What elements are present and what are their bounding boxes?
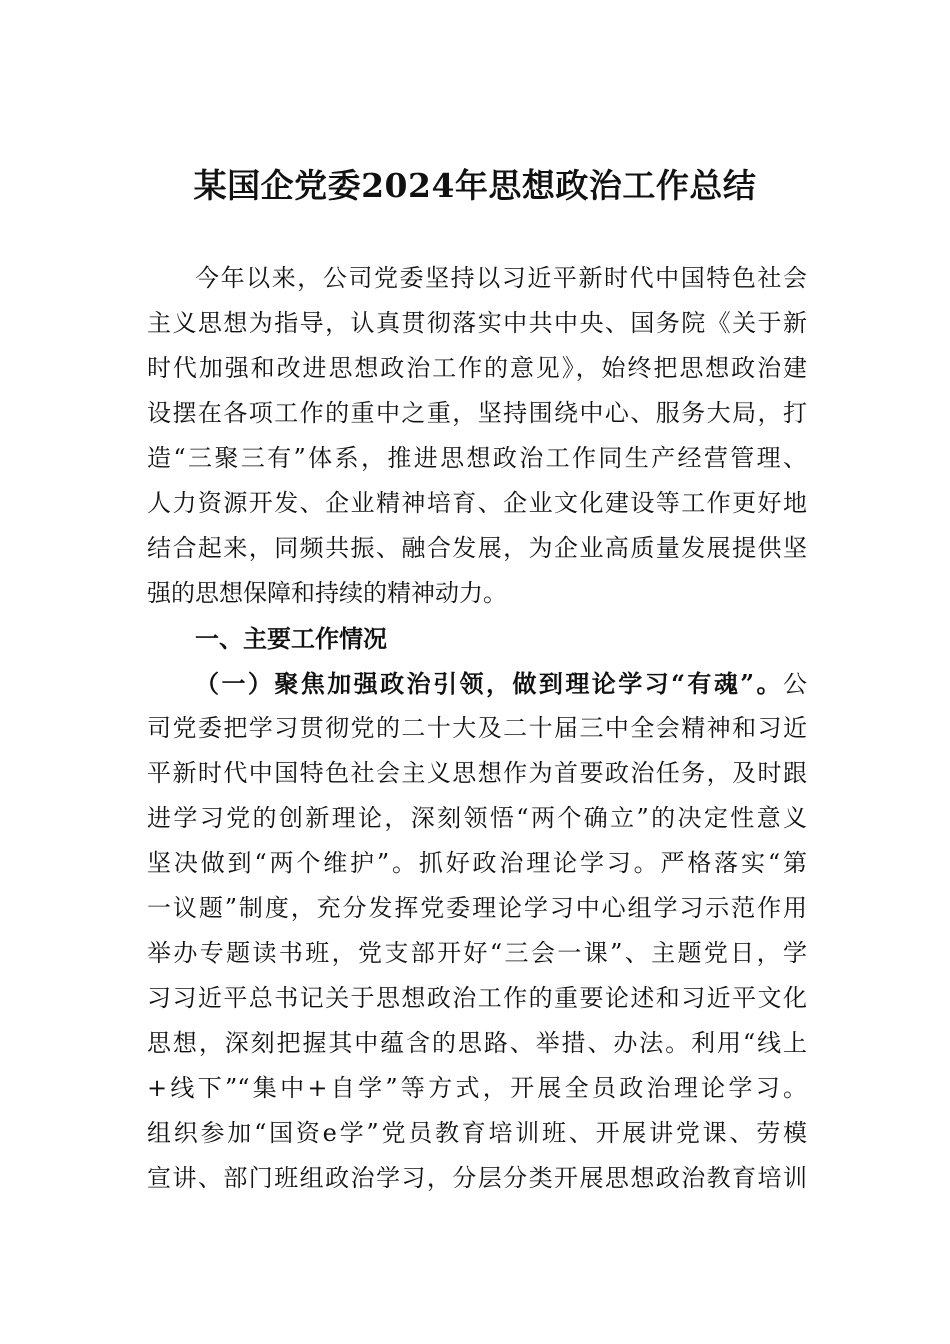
intro-line: 人力资源开发、企业精神培育、企业文化建设等工作更好地	[147, 489, 807, 517]
subsection-line: 一议题”制度，充分发挥党委理论学习中心组学习示范作用	[147, 894, 807, 922]
subsection-line: 坚决做到“两个维护”。抓好政治理论学习。严格落实“第	[147, 849, 807, 877]
document-title: 某国企党委2024年思想政治工作总结	[193, 166, 757, 205]
subsection-line: 举办专题读书班，党支部开好“三会一课”、主题党日，学	[147, 939, 807, 967]
section-heading: 一、主要工作情况	[195, 624, 387, 653]
document-body	[147, 256, 807, 1201]
intro-line: 时代加强和改进思想政治工作的意见》，始终把思想政治建	[147, 354, 807, 382]
subsection-line: 平新时代中国特色社会主义思想作为首要政治任务，及时跟	[147, 759, 807, 787]
subsection-line: 习习近平总书记关于思想政治工作的重要论述和习近平文化	[147, 984, 807, 1012]
subsection-line: 进学习党的创新理论，深刻领悟“两个确立”的决定性意义	[147, 804, 807, 832]
intro-line: 设摆在各项工作的重中之重，坚持围绕中心、服务大局，打	[147, 399, 807, 427]
subsection-line: +线下”“集中+自学”等方式，开展全员政治理论学习。	[147, 1074, 807, 1102]
subsection-line: 司党委把学习贯彻党的二十大及二十届三中全会精神和习近	[147, 714, 807, 742]
subsection-line: 组织参加“国资e学”党员教育培训班、开展讲党课、劳模	[147, 1119, 807, 1147]
intro-line: 强的思想保障和持续的精神动力。	[147, 579, 507, 607]
intro-line: 结合起来，同频共振、融合发展，为企业高质量发展提供坚	[147, 534, 807, 562]
intro-line: 造“三聚三有”体系，推进思想政治工作同生产经营管理、	[147, 444, 807, 472]
subsection-first-line	[147, 661, 807, 706]
subsection-line: 宣讲、部门班组政治学习，分层分类开展思想政治教育培训	[147, 1164, 807, 1192]
subsection-title: （一）聚焦加强政治引领，做到理论学习“有魂”。	[195, 669, 783, 698]
subsection-first-line-rest: 公	[783, 670, 807, 698]
intro-line: 主义思想为指导，认真贯彻落实中共中央、国务院《关于新	[147, 309, 807, 337]
subsection-line: 思想，深刻把握其中蕴含的思路、举措、办法。利用“线上	[147, 1029, 807, 1057]
intro-line: 今年以来，公司党委坚持以习近平新时代中国特色社会	[195, 264, 807, 292]
